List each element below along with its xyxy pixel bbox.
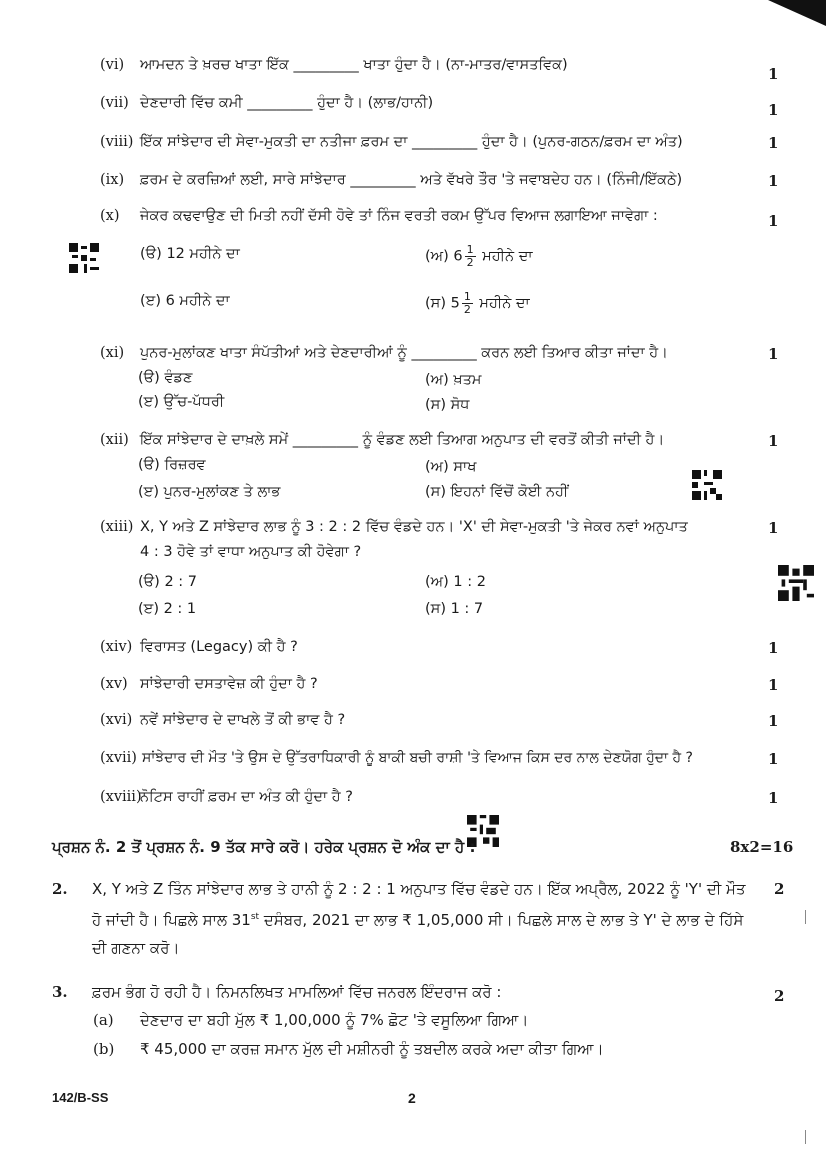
question-number: (x) xyxy=(100,208,120,224)
question-number: 3. xyxy=(52,983,68,1001)
question-line xyxy=(92,903,772,934)
option-c: (ੲ) ਪੁਨਰ-ਮੁਲਾਂਕਣ ਤੇ ਲਾਭ xyxy=(138,484,281,500)
option-a: (ੳ) 2 : 7 xyxy=(138,574,198,590)
fraction-numerator: 1 xyxy=(466,243,474,256)
question-text: X, Y ਅਤੇ Z ਸਾਂਝੇਦਾਰ ਲਾਭ ਨੂੰ 3 : 2 : 2 ਵਿੱਚ ਵੰਡਦੇ ਹਨ। 'X' ਦੀ ਸੇਵਾ-ਮੁਕਤੀ 'ਤੇ ਜੇਕਰ ਨਵਾਂ ਅਨੁਪਾਤ xyxy=(140,519,688,535)
question-text: ਸਾਂਝੇਦਾਰੀ ਦਸਤਾਵੇਜ਼ ਕੀ ਹੁੰਦਾ ਹੈ ? xyxy=(140,676,318,692)
question-number: (ix) xyxy=(100,172,125,188)
option-label: (ਸ) 5 xyxy=(425,295,460,312)
question-number: (xvi) xyxy=(100,712,133,728)
option-text: ਮਹੀਨੇ ਦਾ xyxy=(482,248,533,265)
question-marks: 1 xyxy=(768,750,779,768)
sub-question-label: (a) xyxy=(93,1011,114,1029)
question-marks: 1 xyxy=(768,101,779,119)
fraction-denominator: 2 xyxy=(463,303,471,316)
option-c: (ੲ) 2 : 1 xyxy=(138,601,197,617)
question-line: ਦੀ ਗਣਨਾ ਕਰੋ। xyxy=(92,939,180,957)
question-number: (vii) xyxy=(100,95,129,111)
paper-code: 142/B-SS xyxy=(52,1090,109,1105)
option-a: (ੳ) ਰਿਜ਼ਰਵ xyxy=(138,457,206,473)
qr-code-icon xyxy=(69,243,99,273)
question-text: ਆਮਦਨ ਤੇ ਖ਼ਰਚ ਖਾਤਾ ਇੱਕ _________ ਖਾਤਾ ਹੁੰਦਾ ਹੈ। (ਨਾ-ਮਾਤਰ/ਵਾਸਤਵਿਕ) xyxy=(140,57,568,73)
option-d: (ਸ) 1 : 7 xyxy=(425,601,484,617)
question-number: (xii) xyxy=(100,432,129,448)
fraction-numerator: 1 xyxy=(463,290,471,303)
question-marks: 1 xyxy=(768,432,779,450)
question-marks: 1 xyxy=(768,212,779,230)
question-number: (xviii) xyxy=(100,789,142,805)
superscript: st xyxy=(250,912,260,922)
option-b: (ਅ) ਖ਼ਤਮ xyxy=(425,372,482,388)
fraction xyxy=(462,291,473,316)
question-2 xyxy=(52,875,785,965)
question-marks: 1 xyxy=(768,172,779,190)
question-number: (xv) xyxy=(100,676,128,692)
question-marks: 1 xyxy=(768,676,779,694)
question-number: (xiv) xyxy=(100,639,133,655)
text-part: ਦਸੰਬਰ, 2021 ਦਾ ਲਾਭ ₹ 1,05,000 ਸੀ। ਪਿਛਲੇ ਸਾਲ ਦੇ ਲਾਭ ਤੇ Y' ਦੇ ਲਾਭ ਦੇ ਹਿੱਸੇ xyxy=(259,911,744,929)
question-marks: 1 xyxy=(768,345,779,363)
question-text: ਨਵੇਂ ਸਾਂਝੇਦਾਰ ਦੇ ਦਾਖਲੇ ਤੋਂ ਕੀ ਭਾਵ ਹੈ ? xyxy=(140,712,346,728)
question-text: ਇੱਕ ਸਾਂਝੇਦਾਰ ਦੀ ਸੇਵਾ-ਮੁਕਤੀ ਦਾ ਨਤੀਜਾ ਫ਼ਰਮ ਦਾ _________ ਹੁੰਦਾ ਹੈ। (ਪੁਨਰ-ਗਠਨ/ਫ਼ਰਮ ਦਾ ਅੰਤ) xyxy=(140,134,683,150)
edge-mark xyxy=(805,1130,806,1144)
question-marks: 1 xyxy=(768,65,779,83)
page-number: 2 xyxy=(408,1090,416,1106)
question-number: (xi) xyxy=(100,345,125,361)
option-b: (ਅ) 1 : 2 xyxy=(425,574,486,590)
question-marks: 1 xyxy=(768,789,779,807)
option-b: (ਅ) ਸਾਖ xyxy=(425,459,477,475)
sub-question-text: ਦੇਣਦਾਰ ਦਾ ਬਹੀ ਮੁੱਲ ₹ 1,00,000 ਨੂੰ 7% ਛੋਟ 'ਤੇ ਵਸੂਲਿਆ ਗਿਆ। xyxy=(140,1011,529,1029)
option-label: (ਅ) 6 xyxy=(425,248,463,265)
fraction-denominator: 2 xyxy=(466,256,474,269)
question-3 xyxy=(52,978,785,1008)
question-marks: 1 xyxy=(768,134,779,152)
question-number: (vi) xyxy=(100,57,125,73)
option-a: (ੳ) 12 ਮਹੀਨੇ ਦਾ xyxy=(140,246,240,262)
question-number: (xvii) xyxy=(100,750,137,766)
question-text: ਦੇਣਦਾਰੀ ਵਿੱਚ ਕਮੀ _________ ਹੁੰਦਾ ਹੈ। (ਲਾਭ/ਹਾਨੀ) xyxy=(140,95,434,111)
question-number: (xiii) xyxy=(100,519,134,535)
question-text: ਫ਼ਰਮ ਦੇ ਕਰਜ਼ਿਆਂ ਲਈ, ਸਾਰੇ ਸਾਂਝੇਦਾਰ _________ ਅਤੇ ਵੱਖਰੇ ਤੌਰ 'ਤੇ ਜਵਾਬਦੇਹ ਹਨ। (ਨਿੰਜੀ/ਇੱਕਠੇ) xyxy=(140,172,683,188)
text-part: ਹੋ ਜਾਂਦੀ ਹੈ। ਪਿਛਲੇ ਸਾਲ 31 xyxy=(92,911,251,929)
fraction xyxy=(465,244,476,269)
question-text: ਜੇਕਰ ਕਢਵਾਉਣ ਦੀ ਮਿਤੀ ਨਹੀਂ ਦੱਸੀ ਹੋਵੇ ਤਾਂ ਨਿੰਜ ਵਰਤੀ ਰਕਮ ਉੱਪਰ ਵਿਆਜ ਲਗਾਇਆ ਜਾਵੇਗਾ : xyxy=(140,208,658,224)
question-number: 2. xyxy=(52,880,68,898)
option-b xyxy=(425,244,532,269)
sub-question-text: ₹ 45,000 ਦਾ ਕਰਜ਼ ਸਮਾਨ ਮੁੱਲ ਦੀ ਮਸ਼ੀਨਰੀ ਨੂੰ ਤਬਦੀਲ ਕਰਕੇ ਅਦਾ ਕੀਤਾ ਗਿਆ। xyxy=(140,1040,604,1058)
question-text: ਸਾਂਝੇਦਾਰ ਦੀ ਮੌਤ 'ਤੇ ਉਸ ਦੇ ਉੱਤਰਾਧਿਕਾਰੀ ਨੂੰ ਬਾਕੀ ਬਚੀ ਰਾਸ਼ੀ 'ਤੇ ਵਿਆਜ ਕਿਸ ਦਰ ਨਾਲ ਦੇਣਯੋਗ ਹੁੰਦਾ ਹੈ ? xyxy=(142,750,693,766)
section-heading: ਪ੍ਰਸ਼ਨ ਨੰ. 2 ਤੋਂ ਪ੍ਰਸ਼ਨ ਨੰ. 9 ਤੱਕ ਸਾਰੇ ਕਰੋ। ਹਰੇਕ ਪ੍ਰਸ਼ਨ ਦੋ ਅੰਕ ਦਾ ਹੈ : xyxy=(52,838,476,856)
question-number: (viii) xyxy=(100,134,134,150)
question-text: ਨੋਟਿਸ ਰਾਹੀਂ ਫ਼ਰਮ ਦਾ ਅੰਤ ਕੀ ਹੁੰਦਾ ਹੈ ? xyxy=(140,789,353,805)
option-d xyxy=(425,291,530,316)
option-d: (ਸ) ਇਹਨਾਂ ਵਿੱਚੋਂ ਕੋਈ ਨਹੀਂ xyxy=(425,484,569,500)
question-text-line2: 4 : 3 ਹੋਵੇ ਤਾਂ ਵਾਧਾ ਅਨੁਪਾਤ ਕੀ ਹੋਵੇਗਾ ? xyxy=(140,544,362,560)
question-text: ਪੁਨਰ-ਮੁਲਾਂਕਣ ਖਾਤਾ ਸੰਪੱਤੀਆਂ ਅਤੇ ਦੇਣਦਾਰੀਆਂ ਨੂੰ _________ ਕਰਨ ਲਈ ਤਿਆਰ ਕੀਤਾ ਜਾਂਦਾ ਹੈ। xyxy=(140,345,668,361)
question-marks: 2 xyxy=(774,880,785,898)
question-marks: 1 xyxy=(768,519,779,537)
option-text: ਮਹੀਨੇ ਦਾ xyxy=(479,295,530,312)
question-marks: 1 xyxy=(768,712,779,730)
qr-code-icon xyxy=(692,470,722,500)
page-corner-mark xyxy=(768,0,826,26)
option-d: (ਸ) ਸੋਧ xyxy=(425,397,470,413)
question-text xyxy=(92,875,772,962)
option-c: (ੲ) 6 ਮਹੀਨੇ ਦਾ xyxy=(140,293,230,309)
section-marks: 8x2=16 xyxy=(730,838,794,856)
question-line: X, Y ਅਤੇ Z ਤਿੰਨ ਸਾਂਝੇਦਾਰ ਲਾਭ ਤੇ ਹਾਨੀ ਨੂੰ 2 : 2 : 1 ਅਨੁਪਾਤ ਵਿੱਚ ਵੰਡਦੇ ਹਨ। ਇੱਕ ਅਪ੍ਰੈਲ, 2022 ਨੂੰ 'Y' ਦੀ ਮੌਤ xyxy=(92,880,746,898)
question-marks: 1 xyxy=(768,639,779,657)
question-text: ਫ਼ਰਮ ਭੰਗ ਹੋ ਰਹੀ ਹੈ। ਨਿਮਨਲਿਖਤ ਮਾਮਲਿਆਂ ਵਿੱਚ ਜਨਰਲ ਇੰਦਰਾਜ ਕਰੋ : xyxy=(92,983,502,1001)
question-text: ਵਿਰਾਸਤ (Legacy) ਕੀ ਹੈ ? xyxy=(140,639,298,655)
question-marks: 2 xyxy=(774,987,785,1005)
option-a: (ੳ) ਵੰਡਣ xyxy=(138,370,193,386)
question-text: ਇੱਕ ਸਾਂਝੇਦਾਰ ਦੇ ਦਾਖ਼ਲੇ ਸਮੇਂ _________ ਨੂੰ ਵੰਡਣ ਲਈ ਤਿਆਗ ਅਨੁਪਾਤ ਦੀ ਵਰਤੋਂ ਕੀਤੀ ਜਾਂਦੀ ਹੈ। xyxy=(140,432,665,448)
qr-code-icon xyxy=(778,565,814,601)
sub-question-label: (b) xyxy=(93,1040,115,1058)
option-c: (ੲ) ਉੱਚ-ਪੱਧਰੀ xyxy=(138,394,225,410)
edge-mark xyxy=(805,910,806,924)
